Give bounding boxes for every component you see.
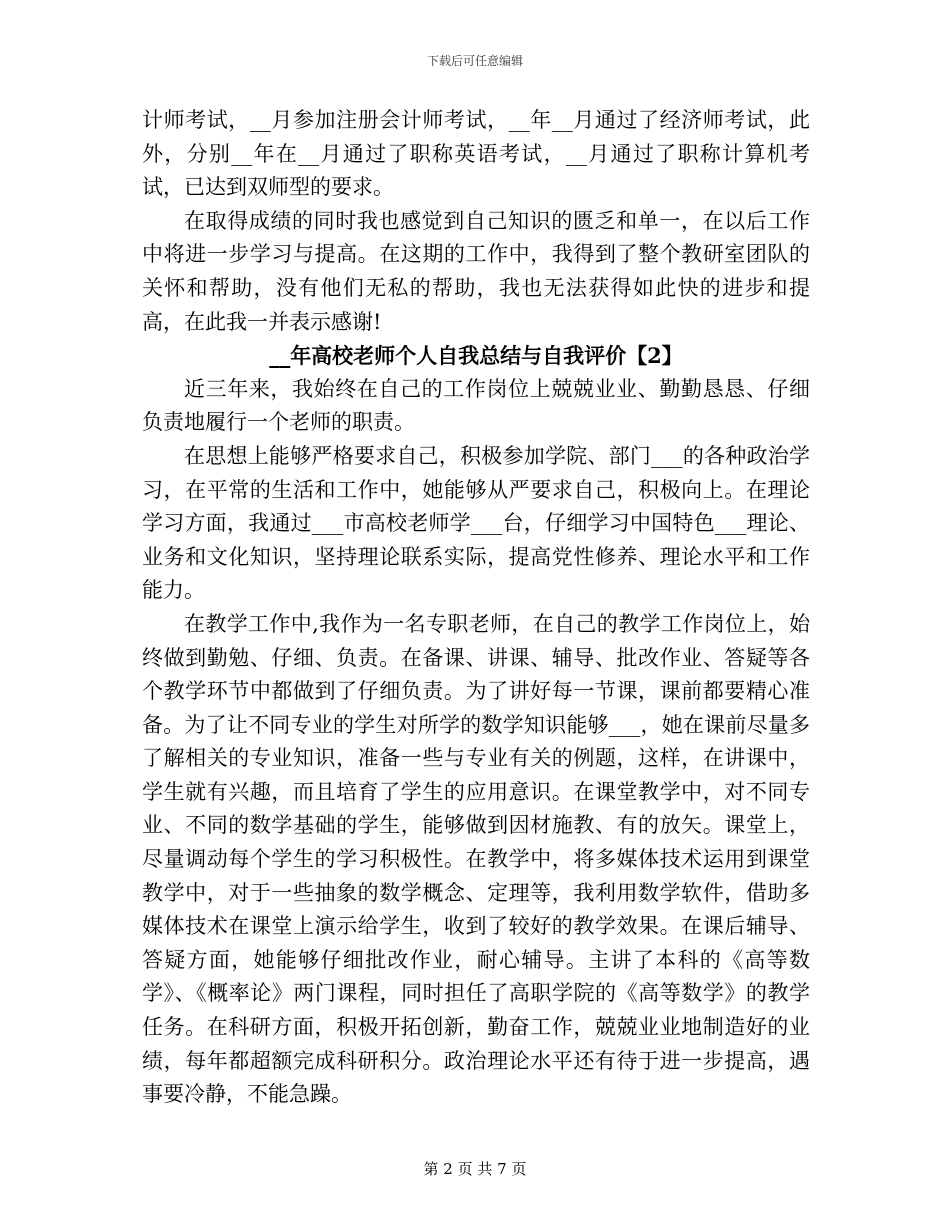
paragraph-ideology: 在思想上能够严格要求自己，积极参加学院、部门___的各种政治学习，在平常的生活和工作中，她能够从严要求自己，积极向上。在理论学习方面，我通过___市高校老师学___台，仔细学习中国特色___理论、业务和文化知识，坚持理论联系实际，提高党性修养、理论水平和工作能力。	[142, 443, 810, 603]
paragraph-teaching: 在教学工作中,我作为一名专职老师，在自己的教学工作岗位上，始终做到勤勉、仔细、负责。在备课、讲课、辅导、批改作业、答疑等各个教学环节中都做到了仔细负责。为了讲好每一节课，课前都要精心准备。为了让不同专业的学生对所学的数学知识能够___，她在课前尽量多了解相关的专业知识，准备一些与专业有关的例题，这样，在讲课中，学生就有兴趣，而且培育了学生的应用意识。在课堂教学中，对不同专业、不同的数学基础的学生，能够做到因材施教、有的放矢。课堂上，尽量调动每个学生的学习积极性。在教学中，将多媒体技术运用到课堂教学中，对于一些抽象的数学概念、定理等，我利用数学软件，借助多媒体技术在课堂上演示给学生，收到了较好的教学效果。在课后辅导、答疑方面，她能够仔细批改作业，耐心辅导。主讲了本科的《高等数学》、《概率论》两门课程，同时担任了高职学院的《高等数学》的教学任务。在科研方面，积极开拓创新，勤奋工作，兢兢业业地制造好的业绩，每年都超额完成科研积分。政治理论水平还有待于进一步提高，遇事要冷静，不能急躁。	[142, 611, 810, 1107]
page-header: 下载后可任意编辑	[426, 54, 523, 68]
section-title: __年高校老师个人自我总结与自我评价【2】	[269, 343, 683, 369]
page-footer: 第 2 页 共 7 页	[423, 1160, 527, 1178]
paragraph-gratitude: 在取得成绩的同时我也感觉到自己知识的匮乏和单一，在以后工作中将进一步学习与提高。在这期的工作中，我得到了整个教研室团队的关怀和帮助，没有他们无私的帮助，我也无法获得如此快的进步和提高，在此我一并表示感谢!	[142, 208, 810, 334]
paragraph-intro: 近三年来，我始终在自己的工作岗位上兢兢业业、勤勤恳恳、仔细负责地履行一个老师的职责。	[142, 376, 810, 435]
document-body	[142, 104, 810, 1112]
paragraph-exam-results: 计师考试，__月参加注册会计师考试，__年__月通过了经济师考试，此外，分别__年在__月通过了职称英语考试，__月通过了职称计算机考试，已达到双师型的要求。	[142, 108, 810, 200]
